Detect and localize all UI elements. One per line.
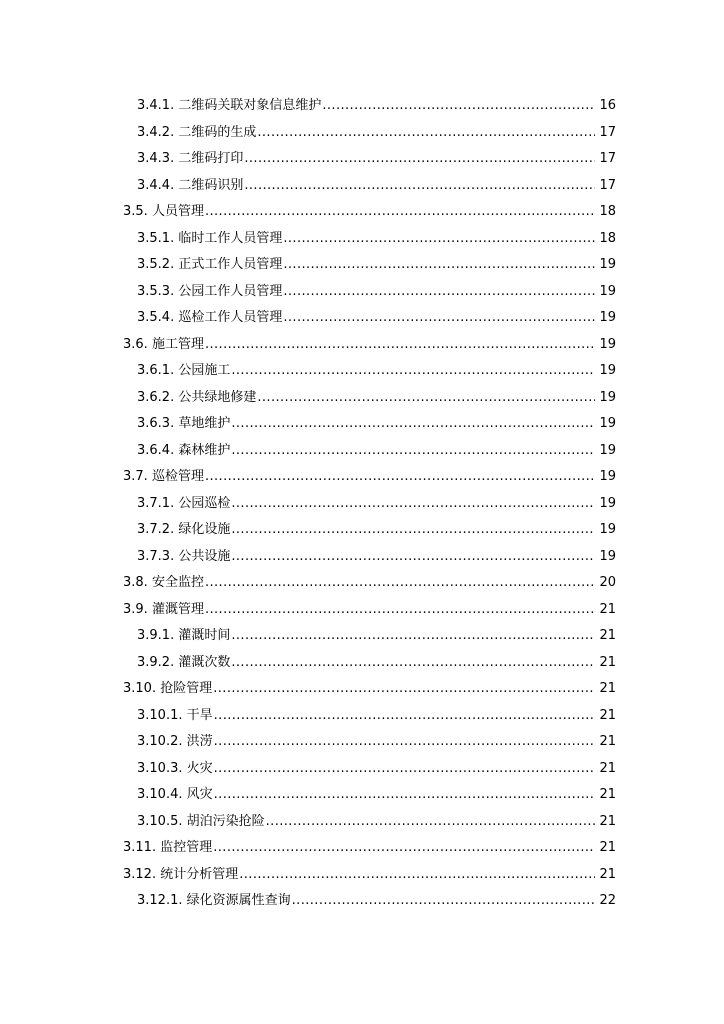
toc-entry[interactable] bbox=[0, 623, 724, 650]
toc-entry-title: 3.8. 安全监控 bbox=[123, 570, 205, 597]
toc-page-number: 19 bbox=[595, 544, 616, 571]
toc-entry-title: 3.6.1. 公园施工 bbox=[137, 358, 231, 385]
toc-dot-leader bbox=[231, 623, 595, 650]
toc-entry[interactable] bbox=[0, 411, 724, 438]
toc-dot-leader bbox=[231, 438, 595, 465]
toc-entry[interactable] bbox=[0, 199, 724, 226]
toc-dot-leader bbox=[231, 650, 595, 677]
toc-entry[interactable] bbox=[0, 544, 724, 571]
toc-page-number: 21 bbox=[595, 676, 616, 703]
toc-entry[interactable] bbox=[0, 650, 724, 677]
toc-entry-title: 3.4.3. 二维码打印 bbox=[137, 146, 244, 173]
toc-page-number: 19 bbox=[595, 252, 616, 279]
toc-page-number: 22 bbox=[595, 888, 616, 915]
toc-entry-title: 3.12.1. 绿化资源属性查询 bbox=[137, 888, 292, 915]
toc-page-number: 21 bbox=[595, 623, 616, 650]
toc-dot-leader bbox=[244, 146, 595, 173]
toc-entry-title: 3.6.4. 森林维护 bbox=[137, 438, 231, 465]
toc-page-number: 19 bbox=[595, 279, 616, 306]
toc-entry-title: 3.9.2. 灌溉次数 bbox=[137, 650, 231, 677]
toc-entry[interactable] bbox=[0, 226, 724, 253]
toc-page-number: 18 bbox=[595, 199, 616, 226]
toc-dot-leader bbox=[266, 809, 595, 836]
toc-entry[interactable] bbox=[0, 782, 724, 809]
toc-page-number: 19 bbox=[595, 411, 616, 438]
toc-dot-leader bbox=[214, 703, 595, 730]
toc-dot-leader bbox=[292, 888, 595, 915]
toc-dot-leader bbox=[214, 729, 595, 756]
toc-dot-leader bbox=[205, 199, 595, 226]
toc-dot-leader bbox=[205, 332, 595, 359]
toc-dot-leader bbox=[239, 862, 595, 889]
toc-dot-leader bbox=[283, 279, 595, 306]
toc-dot-leader bbox=[214, 756, 595, 783]
toc-entry-title: 3.5.1. 临时工作人员管理 bbox=[137, 226, 283, 253]
toc-entry-title: 3.7.1. 公园巡检 bbox=[137, 491, 231, 518]
toc-entry-title: 3.4.4. 二维码识别 bbox=[137, 173, 244, 200]
toc-entry[interactable] bbox=[0, 570, 724, 597]
toc-page-number: 17 bbox=[595, 120, 616, 147]
toc-entry-title: 3.10.4. 风灾 bbox=[137, 782, 214, 809]
toc-entry-title: 3.10.1. 干旱 bbox=[137, 703, 214, 730]
toc-page-number: 19 bbox=[595, 517, 616, 544]
toc-dot-leader bbox=[231, 411, 595, 438]
toc-page-number: 19 bbox=[595, 438, 616, 465]
toc-dot-leader bbox=[257, 385, 595, 412]
toc-entry[interactable] bbox=[0, 93, 724, 120]
toc-entry[interactable] bbox=[0, 332, 724, 359]
toc-entry-title: 3.7.3. 公共设施 bbox=[137, 544, 231, 571]
toc-entry-title: 3.10.5. 胡泊污染抢险 bbox=[137, 809, 266, 836]
toc-dot-leader bbox=[231, 358, 595, 385]
toc-dot-leader bbox=[283, 305, 595, 332]
toc-page-number: 19 bbox=[595, 305, 616, 332]
toc-dot-leader bbox=[205, 464, 595, 491]
toc-entry[interactable] bbox=[0, 597, 724, 624]
toc-page-number: 21 bbox=[595, 782, 616, 809]
toc-dot-leader bbox=[244, 173, 595, 200]
toc-page-number: 21 bbox=[595, 756, 616, 783]
toc-entry-title: 3.5.2. 正式工作人员管理 bbox=[137, 252, 283, 279]
toc-entry[interactable] bbox=[0, 438, 724, 465]
toc-dot-leader bbox=[322, 93, 595, 120]
toc-entry[interactable] bbox=[0, 491, 724, 518]
toc-entry[interactable] bbox=[0, 120, 724, 147]
toc-page-number: 21 bbox=[595, 862, 616, 889]
toc-dot-leader bbox=[205, 570, 595, 597]
toc-page-number: 20 bbox=[595, 570, 616, 597]
toc-entry-title: 3.5. 人员管理 bbox=[123, 199, 205, 226]
toc-page-number: 21 bbox=[595, 729, 616, 756]
toc-entry[interactable] bbox=[0, 703, 724, 730]
toc-entry[interactable] bbox=[0, 835, 724, 862]
toc-entry[interactable] bbox=[0, 729, 724, 756]
toc-page-number: 21 bbox=[595, 597, 616, 624]
toc-page-number: 21 bbox=[595, 703, 616, 730]
toc-entry-title: 3.7. 巡检管理 bbox=[123, 464, 205, 491]
toc-entry[interactable] bbox=[0, 252, 724, 279]
toc-entry[interactable] bbox=[0, 385, 724, 412]
toc-entry-title: 3.12. 统计分析管理 bbox=[123, 862, 239, 889]
toc-page-number: 19 bbox=[595, 358, 616, 385]
toc-entry-title: 3.10.2. 洪涝 bbox=[137, 729, 214, 756]
toc-page-number: 19 bbox=[595, 332, 616, 359]
toc-entry[interactable] bbox=[0, 888, 724, 915]
toc-dot-leader bbox=[213, 676, 595, 703]
toc-entry-title: 3.11. 监控管理 bbox=[123, 835, 213, 862]
toc-entry[interactable] bbox=[0, 305, 724, 332]
toc-dot-leader bbox=[231, 517, 595, 544]
toc-page-number: 19 bbox=[595, 385, 616, 412]
toc-page-number: 19 bbox=[595, 464, 616, 491]
toc-entry-title: 3.4.1. 二维码关联对象信息维护 bbox=[137, 93, 322, 120]
toc-entry-title: 3.6.3. 草地维护 bbox=[137, 411, 231, 438]
toc-page-number: 16 bbox=[595, 93, 616, 120]
toc-entry[interactable] bbox=[0, 464, 724, 491]
table-of-contents bbox=[0, 93, 724, 915]
toc-page-number: 21 bbox=[595, 650, 616, 677]
toc-page-number: 19 bbox=[595, 491, 616, 518]
toc-entry-title: 3.4.2. 二维码的生成 bbox=[137, 120, 257, 147]
toc-page-number: 18 bbox=[595, 226, 616, 253]
toc-dot-leader bbox=[257, 120, 595, 147]
toc-page-number: 17 bbox=[595, 173, 616, 200]
toc-dot-leader bbox=[213, 835, 595, 862]
toc-entry[interactable] bbox=[0, 517, 724, 544]
toc-entry-title: 3.6.2. 公共绿地修建 bbox=[137, 385, 257, 412]
toc-page-number: 17 bbox=[595, 146, 616, 173]
toc-page-number: 21 bbox=[595, 835, 616, 862]
toc-dot-leader bbox=[231, 544, 595, 571]
toc-page-number: 21 bbox=[595, 809, 616, 836]
toc-dot-leader bbox=[283, 252, 595, 279]
toc-entry-title: 3.9.1. 灌溉时间 bbox=[137, 623, 231, 650]
toc-dot-leader bbox=[214, 782, 595, 809]
toc-dot-leader bbox=[205, 597, 595, 624]
toc-entry[interactable] bbox=[0, 862, 724, 889]
toc-entry-title: 3.6. 施工管理 bbox=[123, 332, 205, 359]
toc-entry[interactable] bbox=[0, 173, 724, 200]
toc-dot-leader bbox=[283, 226, 595, 253]
toc-entry[interactable] bbox=[0, 279, 724, 306]
toc-entry-title: 3.10.3. 火灾 bbox=[137, 756, 214, 783]
toc-entry-title: 3.7.2. 绿化设施 bbox=[137, 517, 231, 544]
toc-dot-leader bbox=[231, 491, 595, 518]
toc-entry[interactable] bbox=[0, 809, 724, 836]
toc-entry-title: 3.9. 灌溉管理 bbox=[123, 597, 205, 624]
toc-entry[interactable] bbox=[0, 358, 724, 385]
toc-entry[interactable] bbox=[0, 676, 724, 703]
toc-entry-title: 3.5.3. 公园工作人员管理 bbox=[137, 279, 283, 306]
toc-entry[interactable] bbox=[0, 756, 724, 783]
toc-entry[interactable] bbox=[0, 146, 724, 173]
toc-entry-title: 3.10. 抢险管理 bbox=[123, 676, 213, 703]
toc-entry-title: 3.5.4. 巡检工作人员管理 bbox=[137, 305, 283, 332]
